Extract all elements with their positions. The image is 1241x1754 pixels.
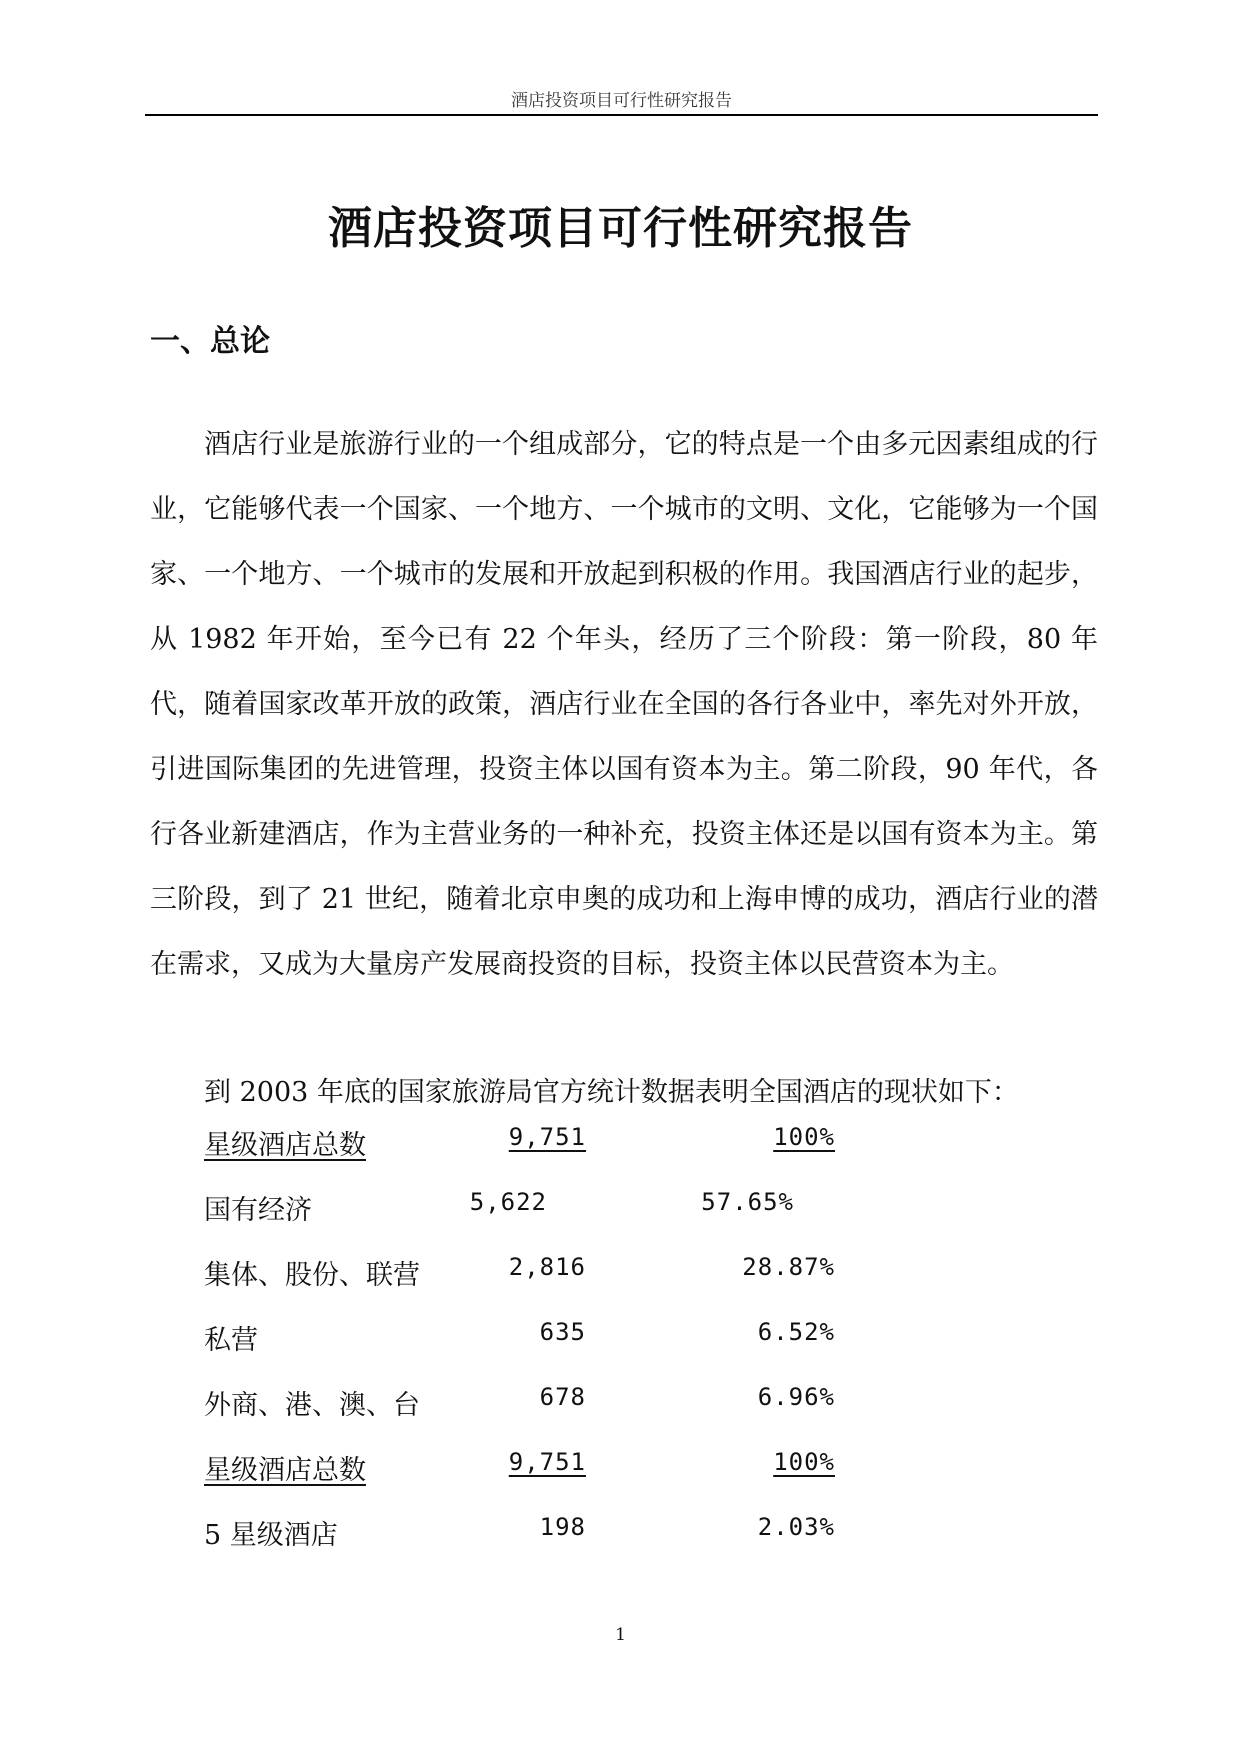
- stat-percent: 57.65%: [701, 1188, 794, 1216]
- stat-label: 外商、港、澳、台: [204, 1390, 420, 1421]
- document-title: 酒店投资项目可行性研究报告: [328, 203, 913, 254]
- stat-percent: 2.03%: [757, 1513, 835, 1541]
- stat-count: 198: [539, 1513, 586, 1541]
- stat-row-private: [204, 1318, 1004, 1358]
- stat-label: 集体、股份、联营: [204, 1260, 420, 1291]
- stat-percent: 100%: [773, 1123, 835, 1151]
- stat-count: 2,816: [508, 1253, 586, 1281]
- stat-row-collective: [204, 1253, 1004, 1293]
- stat-percent: 6.52%: [757, 1318, 835, 1346]
- stat-count: 9,751: [508, 1123, 586, 1151]
- stat-count: 5,622: [469, 1188, 547, 1216]
- stat-count: 9,751: [508, 1448, 586, 1476]
- intro-paragraph: 酒店行业是旅游行业的一个组成部分，它的特点是一个由多元因素组成的行业，它能够代表一个国家、一个地方、一个城市的文明、文化，它能够为一个国家、一个地方、一个城市的发展和开放起到积极的作用。我国酒店行业的起步，从 1982 年开始，至今已有 22 个年头，经历了三个阶段：第一阶段，80 年代，随着国家改革开放的政策，酒店行业在全国的各行各业中，率先对外开放，引进国际集团的先进管理，投资主体以国有资本为主。第二阶段，90 年代，各行各业新建酒店，作为主营业务的一种补充，投资主体还是以国有资本为主。第三阶段，到了 21 世纪，随着北京申奥的成功和上海申博的成功，酒店行业的潜在需求，又成为大量房产发展商投资的目标，投资主体以民营资本为主。: [150, 429, 1098, 980]
- stat-row-total-2: [204, 1448, 1004, 1488]
- stat-percent: 28.87%: [742, 1253, 835, 1281]
- stat-percent: 100%: [773, 1448, 835, 1476]
- stats-intro-paragraph: 到 2003 年底的国家旅游局官方统计数据表明全国酒店的现状如下：: [204, 1077, 1019, 1108]
- stat-percent: 6.96%: [757, 1383, 835, 1411]
- stat-row-total: [204, 1123, 1004, 1163]
- stat-label: 星级酒店总数: [204, 1130, 366, 1161]
- stat-count: 635: [539, 1318, 586, 1346]
- stat-row-5star: [204, 1513, 1004, 1553]
- stat-row-foreign: [204, 1383, 1004, 1423]
- section-heading: 一、总论: [150, 324, 270, 359]
- header-rule: [145, 114, 1098, 116]
- stat-count: 678: [539, 1383, 586, 1411]
- running-header: 酒店投资项目可行性研究报告: [511, 91, 732, 111]
- page-number: 1: [615, 1625, 626, 1645]
- stat-label: 星级酒店总数: [204, 1455, 366, 1486]
- stat-label: 5 星级酒店: [204, 1520, 338, 1551]
- stat-row-state: [204, 1188, 1004, 1228]
- stat-label: 国有经济: [204, 1195, 312, 1226]
- stat-label: 私营: [204, 1325, 258, 1356]
